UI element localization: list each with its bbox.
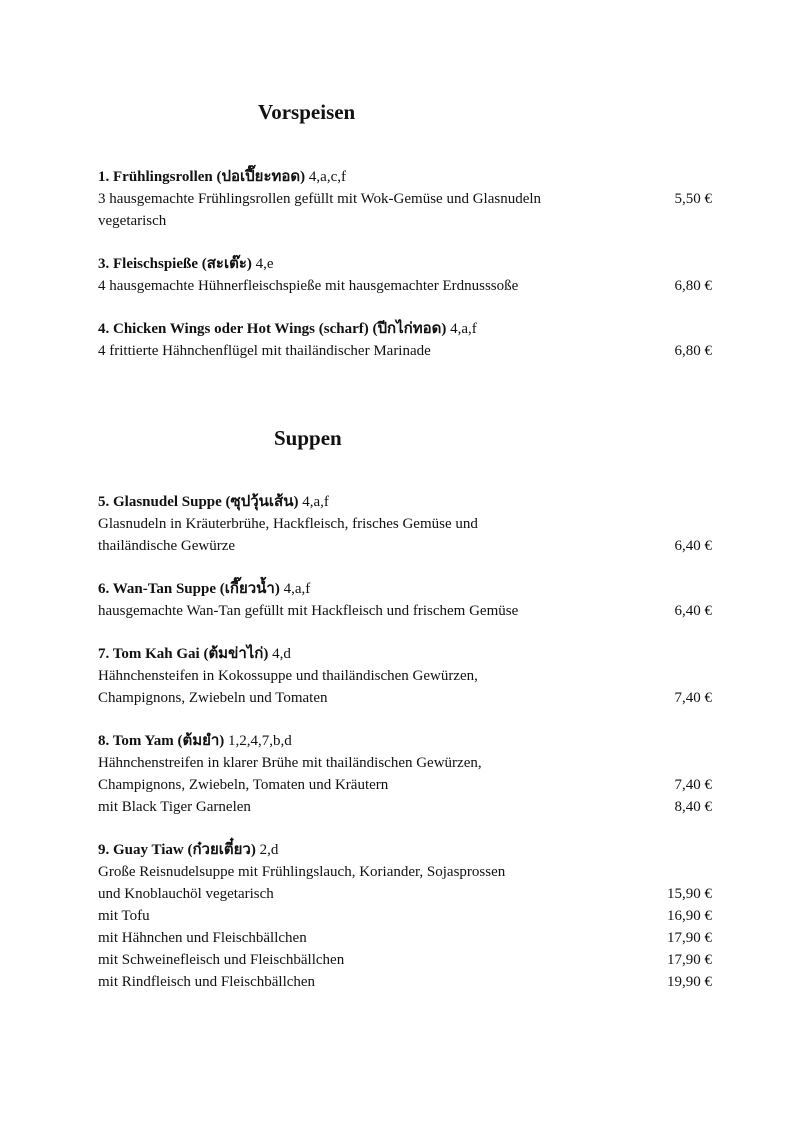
menu-item-line: [98, 776, 712, 794]
item-allergens: 4,e: [255, 256, 274, 272]
menu-item-line: [98, 689, 712, 707]
item-price: 7,40 €: [674, 777, 712, 793]
section-title-vorspeisen: Vorspeisen: [258, 100, 356, 124]
item-price: 16,90 €: [667, 908, 712, 924]
item-price: 7,40 €: [674, 690, 712, 706]
menu-item-line: [98, 537, 712, 555]
item-allergens: 2,d: [259, 842, 279, 858]
item-name: 4. Chicken Wings oder Hot Wings (scharf) (ปีกไก่ทอด): [98, 321, 447, 337]
menu-item-heading: [98, 580, 712, 598]
item-allergens: 4,a,f: [450, 321, 477, 337]
menu-item-line: [98, 212, 712, 230]
item-description: Große Reisnudelsuppe mit Frühlingslauch, Koriander, Sojasprossen: [98, 864, 506, 880]
item-description: Hähnchensteifen in Kokossuppe und thailändischen Gewürzen,: [98, 668, 478, 684]
item-description: mit Tofu: [98, 908, 150, 924]
menu-item-heading: [98, 732, 712, 750]
item-description: thailändische Gewürze: [98, 538, 236, 554]
item-description: mit Schweinefleisch und Fleischbällchen: [98, 952, 345, 968]
item-name: 3. Fleischspieße (สะเต๊ะ): [98, 256, 252, 272]
item-price: 6,40 €: [674, 538, 712, 554]
menu-item-line: [98, 929, 712, 947]
menu-item-line: [98, 885, 712, 903]
item-price: 5,50 €: [674, 191, 712, 207]
menu-item-heading: [98, 493, 712, 511]
item-name: 7. Tom Kah Gai (ต้มข่าไก่): [98, 646, 269, 662]
item-price: 19,90 €: [667, 974, 712, 990]
item-price: 6,40 €: [674, 603, 712, 619]
item-name: 9. Guay Tiaw (ก๋วยเตี๋ยว): [98, 842, 256, 858]
item-name: 1. Frühlingsrollen (ปอเปี๊ยะทอด): [98, 169, 306, 185]
item-price: 6,80 €: [674, 278, 712, 294]
item-allergens: 4,a,c,f: [308, 169, 346, 185]
item-name: 5. Glasnudel Suppe (ซุปวุ้นเส้น): [98, 494, 299, 510]
item-price: 15,90 €: [667, 886, 712, 902]
menu-item-line: [98, 277, 712, 295]
item-price: 6,80 €: [674, 343, 712, 359]
section-title-suppen: Suppen: [274, 426, 342, 450]
menu-item-line: [98, 951, 712, 969]
item-description: mit Rindfleisch und Fleischbällchen: [98, 974, 316, 990]
menu-item-heading: [98, 841, 712, 859]
menu-item-line: [98, 754, 712, 772]
item-description: 4 hausgemachte Hühnerfleischspieße mit hausgemachter Erdnusssoße: [98, 278, 519, 294]
menu-item-line: [98, 342, 712, 360]
item-description: hausgemachte Wan-Tan gefüllt mit Hackfleisch und frischem Gemüse: [98, 603, 519, 619]
menu-item-line: [98, 863, 712, 881]
item-price: 17,90 €: [667, 952, 712, 968]
item-description: Champignons, Zwiebeln, Tomaten und Kräutern: [98, 777, 389, 793]
item-description: mit Black Tiger Garnelen: [98, 799, 251, 815]
menu-item-line: [98, 515, 712, 533]
item-description: Champignons, Zwiebeln und Tomaten: [98, 690, 328, 706]
item-price: 17,90 €: [667, 930, 712, 946]
menu-item-line: [98, 973, 712, 991]
item-allergens: 1,2,4,7,b,d: [228, 733, 292, 749]
item-allergens: 4,d: [272, 646, 291, 662]
item-description: vegetarisch: [98, 213, 167, 229]
item-allergens: 4,a,f: [283, 581, 311, 597]
menu-item-line: [98, 667, 712, 685]
item-description: und Knoblauchöl vegetarisch: [98, 886, 274, 902]
item-price: 8,40 €: [674, 799, 712, 815]
item-description: mit Hähnchen und Fleischbällchen: [98, 930, 307, 946]
item-name: 8. Tom Yam (ต้มยำ): [98, 733, 225, 749]
menu-item-line: [98, 907, 712, 925]
item-name: 6. Wan-Tan Suppe (เกี๊ยวน้ำ): [98, 581, 280, 597]
item-description: Glasnudeln in Kräuterbrühe, Hackfleisch, frisches Gemüse und: [98, 516, 478, 532]
item-description: 4 frittierte Hähnchenflügel mit thailändischer Marinade: [98, 343, 431, 359]
menu-item-heading: [98, 255, 712, 273]
item-description: Hähnchenstreifen in klarer Brühe mit thailändischen Gewürzen,: [98, 755, 482, 771]
item-allergens: 4,a,f: [302, 494, 329, 510]
menu-item-line: [98, 190, 712, 208]
menu-item-line: [98, 602, 712, 620]
menu-item-line: [98, 798, 712, 816]
menu-item-heading: [98, 645, 712, 663]
menu-item-heading: [98, 168, 712, 186]
item-description: 3 hausgemachte Frühlingsrollen gefüllt mit Wok-Gemüse und Glasnudeln: [98, 191, 542, 207]
menu-item-heading: [98, 320, 712, 338]
